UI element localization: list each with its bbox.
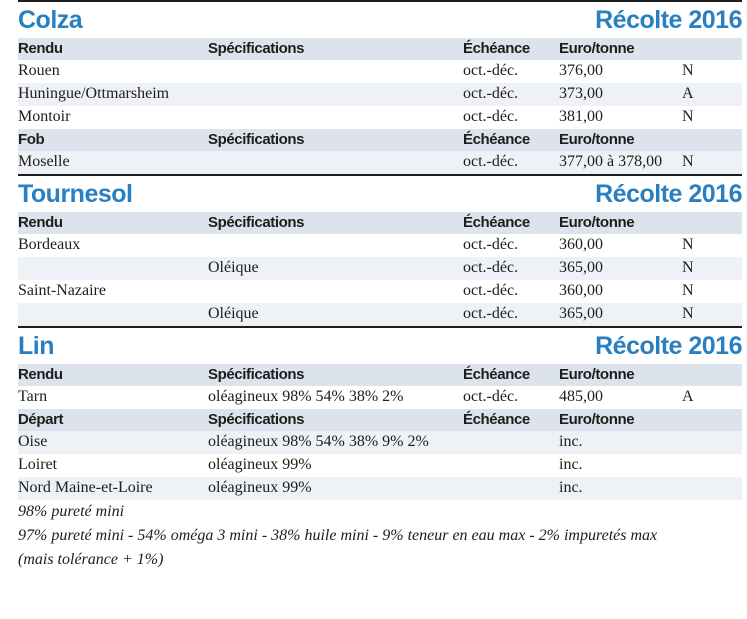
header-cell-c2: Spécifications xyxy=(208,366,305,383)
cell-c3: oct.-déc. xyxy=(463,305,519,322)
section-lin xyxy=(18,326,742,500)
table-header-row xyxy=(18,212,742,234)
cell-c3: oct.-déc. xyxy=(463,62,519,79)
cell-c2: oléagineux 99% xyxy=(208,456,312,473)
table-row xyxy=(18,83,742,106)
harvest-label: Récolte 2016 xyxy=(595,180,742,208)
header-cell-c4: Euro/tonne xyxy=(559,40,635,57)
header-cell-c3: Échéance xyxy=(463,411,530,428)
cell-c3: oct.-déc. xyxy=(463,85,519,102)
cell-c4: inc. xyxy=(559,479,583,496)
cell-c3: oct.-déc. xyxy=(463,282,519,299)
header-cell-c1: Rendu xyxy=(18,40,63,57)
cell-c1: Huningue/Ottmarsheim xyxy=(18,85,170,102)
table-row xyxy=(18,60,742,83)
footnote-line: 98% pureté mini xyxy=(18,503,125,520)
cell-c4: 377,00 à 378,00 xyxy=(559,153,663,170)
cell-c2: oléagineux 98% 54% 38% 2% xyxy=(208,388,404,405)
table-row xyxy=(18,234,742,257)
footnote-line: (mais tolérance + 1%) xyxy=(18,551,164,568)
header-cell-c2: Spécifications xyxy=(208,131,305,148)
cell-c4: 381,00 xyxy=(559,108,603,125)
table-row xyxy=(18,431,742,454)
harvest-label: Récolte 2016 xyxy=(595,6,742,34)
cell-c5: N xyxy=(682,282,694,299)
cell-c4: 360,00 xyxy=(559,282,603,299)
table-row xyxy=(18,386,742,409)
header-cell-c2: Spécifications xyxy=(208,214,305,231)
section-title-row xyxy=(18,328,742,364)
harvest-label: Récolte 2016 xyxy=(595,332,742,360)
header-cell-c2: Spécifications xyxy=(208,411,305,428)
header-cell-c4: Euro/tonne xyxy=(559,214,635,231)
section-title-row xyxy=(18,2,742,38)
header-cell-c3: Échéance xyxy=(463,214,530,231)
section-title-row xyxy=(18,176,742,212)
cell-c4: 365,00 xyxy=(559,305,603,322)
table-row xyxy=(18,280,742,303)
cell-c4: inc. xyxy=(559,433,583,450)
footnote-line: 97% pureté mini - 54% oméga 3 mini - 38% huile mini - 9% teneur en eau max - 2% impuretés max xyxy=(18,527,658,544)
cell-c3: oct.-déc. xyxy=(463,108,519,125)
section-title: Lin xyxy=(18,332,54,360)
header-cell-c3: Échéance xyxy=(463,40,530,57)
header-cell-c1: Départ xyxy=(18,411,64,428)
cell-c5: N xyxy=(682,305,694,322)
table-row xyxy=(18,454,742,477)
price-table-page xyxy=(18,0,742,572)
footnotes xyxy=(18,500,742,572)
cell-c3: oct.-déc. xyxy=(463,259,519,276)
header-cell-c1: Rendu xyxy=(18,366,63,383)
cell-c4: 360,00 xyxy=(559,236,603,253)
cell-c5: N xyxy=(682,153,694,170)
cell-c5: A xyxy=(682,388,694,405)
cell-c1: Moselle xyxy=(18,153,70,170)
section-colza xyxy=(18,0,742,174)
table-header-row xyxy=(18,409,742,431)
header-cell-c2: Spécifications xyxy=(208,40,305,57)
table-row xyxy=(18,257,742,280)
cell-c1: Bordeaux xyxy=(18,236,81,253)
cell-c5: N xyxy=(682,259,694,276)
table-header-row xyxy=(18,129,742,151)
section-title: Tournesol xyxy=(18,180,133,208)
section-tournesol xyxy=(18,174,742,326)
cell-c1: Tarn xyxy=(18,388,48,405)
cell-c2: oléagineux 98% 54% 38% 9% 2% xyxy=(208,433,429,450)
cell-c1: Loiret xyxy=(18,456,58,473)
table-header-row xyxy=(18,38,742,60)
header-cell-c3: Échéance xyxy=(463,131,530,148)
cell-c5: N xyxy=(682,236,694,253)
section-title: Colza xyxy=(18,6,83,34)
cell-c4: 365,00 xyxy=(559,259,603,276)
header-cell-c4: Euro/tonne xyxy=(559,366,635,383)
cell-c5: A xyxy=(682,85,694,102)
table-row xyxy=(18,303,742,326)
cell-c2: Oléique xyxy=(208,259,259,276)
table-row xyxy=(18,151,742,174)
cell-c1: Montoir xyxy=(18,108,71,125)
table-header-row xyxy=(18,364,742,386)
cell-c4: 376,00 xyxy=(559,62,603,79)
cell-c4: 373,00 xyxy=(559,85,603,102)
table-row xyxy=(18,477,742,500)
table-row xyxy=(18,106,742,129)
cell-c1: Rouen xyxy=(18,62,60,79)
cell-c5: N xyxy=(682,62,694,79)
cell-c2: Oléique xyxy=(208,305,259,322)
header-cell-c3: Échéance xyxy=(463,366,530,383)
header-cell-c1: Rendu xyxy=(18,214,63,231)
cell-c3: oct.-déc. xyxy=(463,388,519,405)
cell-c4: inc. xyxy=(559,456,583,473)
cell-c3: oct.-déc. xyxy=(463,153,519,170)
header-cell-c1: Fob xyxy=(18,131,45,148)
cell-c1: Oise xyxy=(18,433,48,450)
header-cell-c4: Euro/tonne xyxy=(559,131,635,148)
cell-c2: oléagineux 99% xyxy=(208,479,312,496)
cell-c4: 485,00 xyxy=(559,388,603,405)
cell-c3: oct.-déc. xyxy=(463,236,519,253)
cell-c1: Saint-Nazaire xyxy=(18,282,106,299)
header-cell-c4: Euro/tonne xyxy=(559,411,635,428)
cell-c5: N xyxy=(682,108,694,125)
cell-c1: Nord Maine-et-Loire xyxy=(18,479,153,496)
